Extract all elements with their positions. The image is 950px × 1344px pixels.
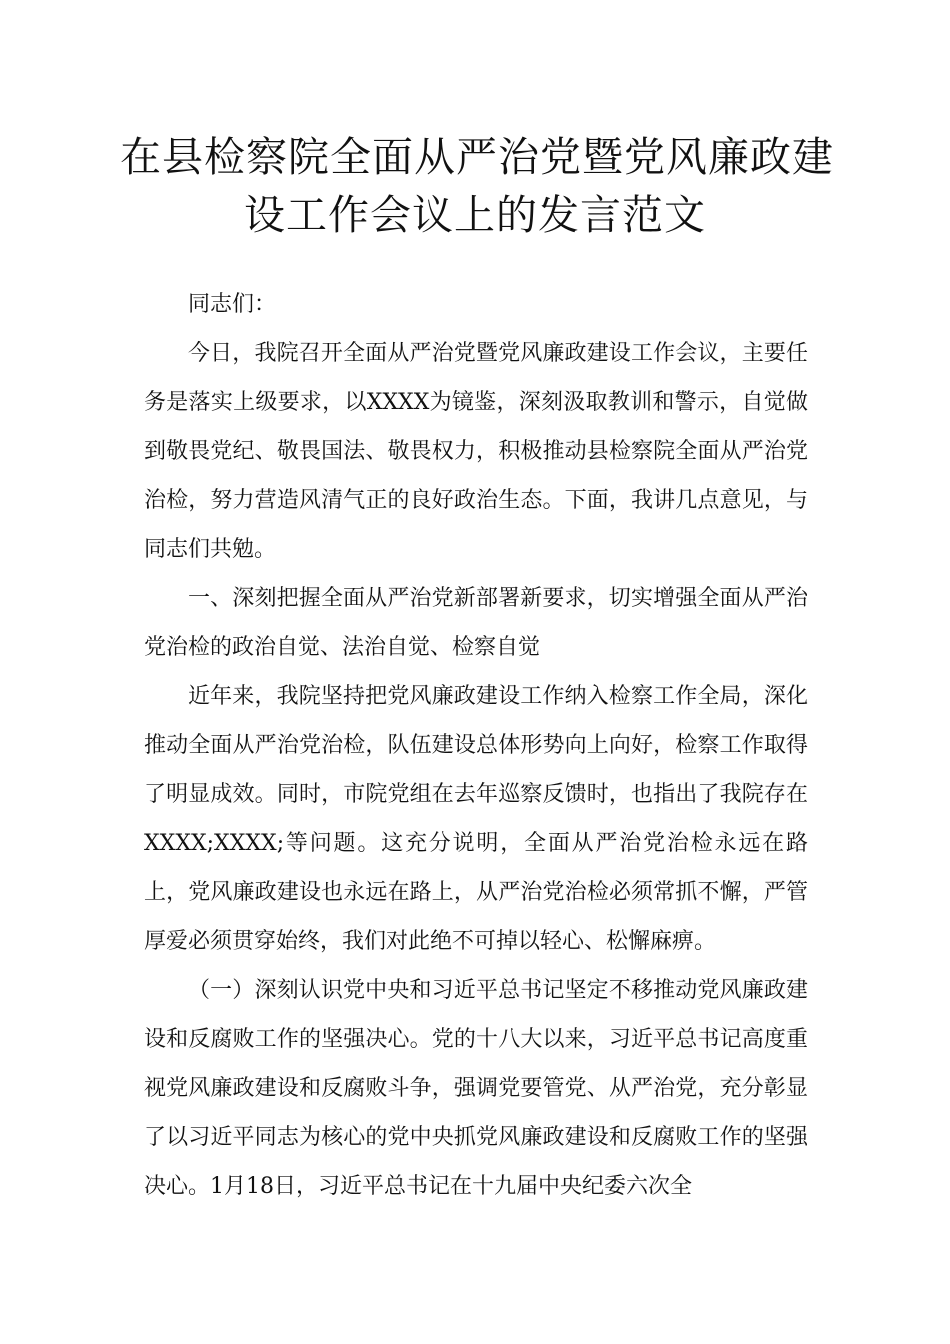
paragraph-recent-years: 近年来，我院坚持把党风廉政建设工作纳入检察工作全局，深化推动全面从严治党治检，队伍建设总体形势向上向好，检察工作取得了明显成效。同时，市院党组在去年巡察反馈时，也指出了我院存在XXXX;XXXX;等问题。这充分说明，全面从严治党治检永远在路上，党风廉政建设也永远在路上，从严治党治检必须常抓不懈，严管厚爱必须贯穿始终，我们对此绝不可掉以轻心、松懈麻痹。	[144, 684, 808, 954]
document-title	[120, 128, 834, 244]
title-line-2: 设工作会议上的发言范文	[244, 191, 706, 239]
document-body	[144, 280, 808, 1211]
paragraph-intro: 今日，我院召开全面从严治党暨党风廉政建设工作会议，主要任务是落实上级要求，以XXXX为镜鉴，深刻汲取教训和警示，自觉做到敬畏党纪、敬畏国法、敬畏权力，积极推动县检察院全面从严治党治检，努力营造风清气正的良好政治生态。下面，我讲几点意见，与同志们共勉。	[144, 341, 808, 562]
title-line-1: 在县检察院全面从严治党暨党风廉政建	[120, 133, 834, 181]
subsection-heading-1: （一）深刻认识党中央和习近平总书记坚定不移推动党风廉政建设和反腐败工作的坚强决心。党的十八大以来，习近平总书记高度重视党风廉政建设和反腐败斗争，强调党要管党、从严治党，充分彰显了以习近平同志为核心的党中央抓党风廉政建设和反腐败工作的坚强决心。1月18日，习近平总书记在十九届中央纪委六次全	[144, 978, 808, 1199]
section-heading-1: 一、深刻把握全面从严治党新部署新要求，切实增强全面从严治党治检的政治自觉、法治自觉、检察自觉	[144, 586, 808, 660]
salutation: 同志们：	[188, 292, 277, 317]
